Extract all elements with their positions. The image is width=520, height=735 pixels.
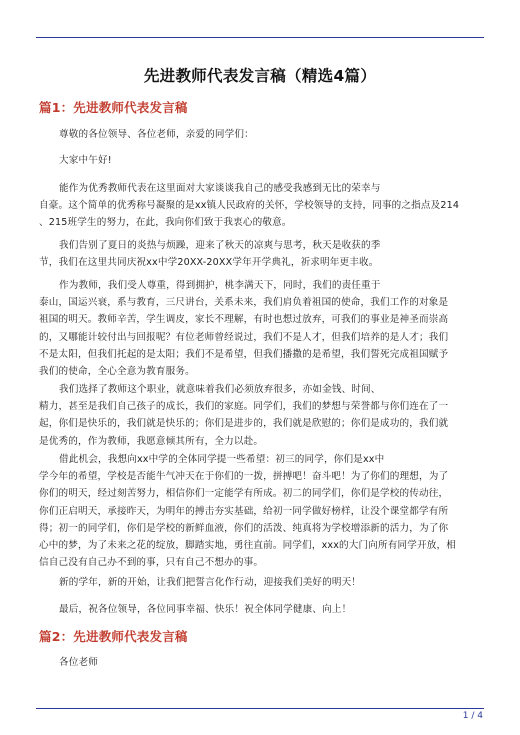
paragraph-8 bbox=[39, 574, 485, 591]
paragraph-line: 新的学年，新的开始，让我们把誓言化作行动，迎接我们美好的明天！ bbox=[59, 577, 362, 588]
paragraph-line: 大家中午好! bbox=[59, 155, 112, 166]
paragraph-line: 你们正启明天，承接昨天，为明年的搏击夯实基础，给初一同学做好榜样，让没个课堂都学有所 bbox=[39, 505, 449, 517]
paragraph-line: 作为教师，我们受人尊重，得到拥护，桃李满天下，同时，我们的责任重于 bbox=[59, 280, 381, 291]
paragraph-6 bbox=[39, 381, 485, 450]
paragraph-line: 起，你们是快乐的，我们就是快乐的；你们是进步的，我们就是欣慰的；你们是成功的，我们就 bbox=[39, 418, 449, 430]
paragraph-line: 尊敬的各位领导、各位老师，亲爱的同学们： bbox=[59, 129, 254, 140]
page-number: 1 / 4 bbox=[462, 711, 483, 721]
paragraph-7 bbox=[39, 451, 485, 571]
paragraph-line: 我们选择了教师这个职业，就意味着我们必须放弃很多，亦如金钱、时间、 bbox=[59, 384, 381, 395]
section-1-heading: 篇1：先进教师代表发言稿 bbox=[39, 100, 188, 115]
paragraph-line: 能作为优秀教师代表在这里面对大家谈谈我自己的感受我感到无比的荣幸与 bbox=[59, 183, 381, 194]
paragraph-line: 自豪。这个简单的优秀称号凝聚的是xx镇人民政府的关怀，学校领导的支持，同事的之指点及214 bbox=[39, 200, 460, 212]
top-rule bbox=[36, 37, 484, 38]
paragraph-line: 我们的使命，全心全意为教育服务。 bbox=[39, 366, 195, 378]
paragraph-line: 我们告别了夏日的炎热与烦躁，迎来了秋天的凉爽与思考，秋天是收获的季 bbox=[59, 240, 381, 251]
paragraph-line: 借此机会，我想向xx中学的全体同学提一些希望：初三的同学，你们是xx中 bbox=[59, 454, 385, 465]
document-title: 先进教师代表发言稿（精选4篇） bbox=[143, 67, 377, 85]
paragraph-line: 你们的明天，经过刻苦努力，相信你们一定能学有所成。初二的同学们，你们是学校的传动往， bbox=[39, 488, 449, 500]
paragraph-2 bbox=[39, 152, 485, 169]
paragraph-line: 精力，甚至是我们自己孩子的成长，我们的家庭。同学们，我们的梦想与荣誉都与你们连在了一 bbox=[39, 401, 449, 413]
paragraph-line: 泰山，国运兴衰，系与教育，三尺讲台，关系未来，我们肩负着祖国的使命，我们工作的对象是 bbox=[39, 297, 449, 309]
paragraph-line: 、215班学生的努力，在此，我向你们致于我衷心的敬意。 bbox=[39, 217, 292, 229]
paragraph-line: 信自己没有自己办不到的事，只有自己不想办的事。 bbox=[39, 557, 264, 569]
paragraph-line: 最后，祝各位领导，各位同事幸福、快乐！祝全体同学健康、向上！ bbox=[59, 604, 352, 615]
bottom-rule bbox=[36, 708, 484, 709]
paragraph-line: 不是太阳，但我们托起的是太阳；我们不是希望，但我们播撒的是希望，我们誓死完成祖国赋予 bbox=[39, 348, 449, 360]
paragraph-3 bbox=[39, 180, 485, 232]
paragraph-line: 是优秀的，作为教师，我愿意倾其所有，全力以赴。 bbox=[39, 435, 264, 447]
paragraph-1 bbox=[39, 126, 485, 143]
paragraph-line: 节，我们在这里共同庆祝xx中学20XX-20XX学年开学典礼，祈求明年更丰收。 bbox=[39, 257, 379, 269]
paragraph-line: 学今年的希望，学校是否能牛气冲天在于你们的一拨，拼搏吧！奋斗吧！为了你们的理想，为了 bbox=[39, 471, 449, 483]
paragraph-line: 心中的梦，为了未来之花的绽放，脚踏实地，勇往直前。同学们，xxx的大门向所有同学开放，相 bbox=[39, 540, 456, 552]
section-2-heading: 篇2：先进教师代表发言稿 bbox=[39, 629, 188, 644]
paragraph-5 bbox=[39, 277, 485, 380]
paragraph-line: 的，又哪能计较付出与回报呢？有位老师曾经说过，我们不是人才，但我们培养的是人才；我们 bbox=[39, 331, 449, 343]
paragraph-9 bbox=[39, 601, 485, 618]
paragraph-line: 各位老师 bbox=[59, 657, 98, 668]
paragraph-line: 祖国的明天。教师辛苦，学生调皮，家长不理解，有时也想过放弃，可我们的事业是神圣而崇高 bbox=[39, 314, 449, 326]
paragraph-10 bbox=[39, 654, 485, 671]
paragraph-4 bbox=[39, 237, 485, 271]
paragraph-line: 得；初一的同学们，你们是学校的新鲜血液，你们的活泼、纯真将为学校增添新的活力，为了你 bbox=[39, 522, 449, 534]
